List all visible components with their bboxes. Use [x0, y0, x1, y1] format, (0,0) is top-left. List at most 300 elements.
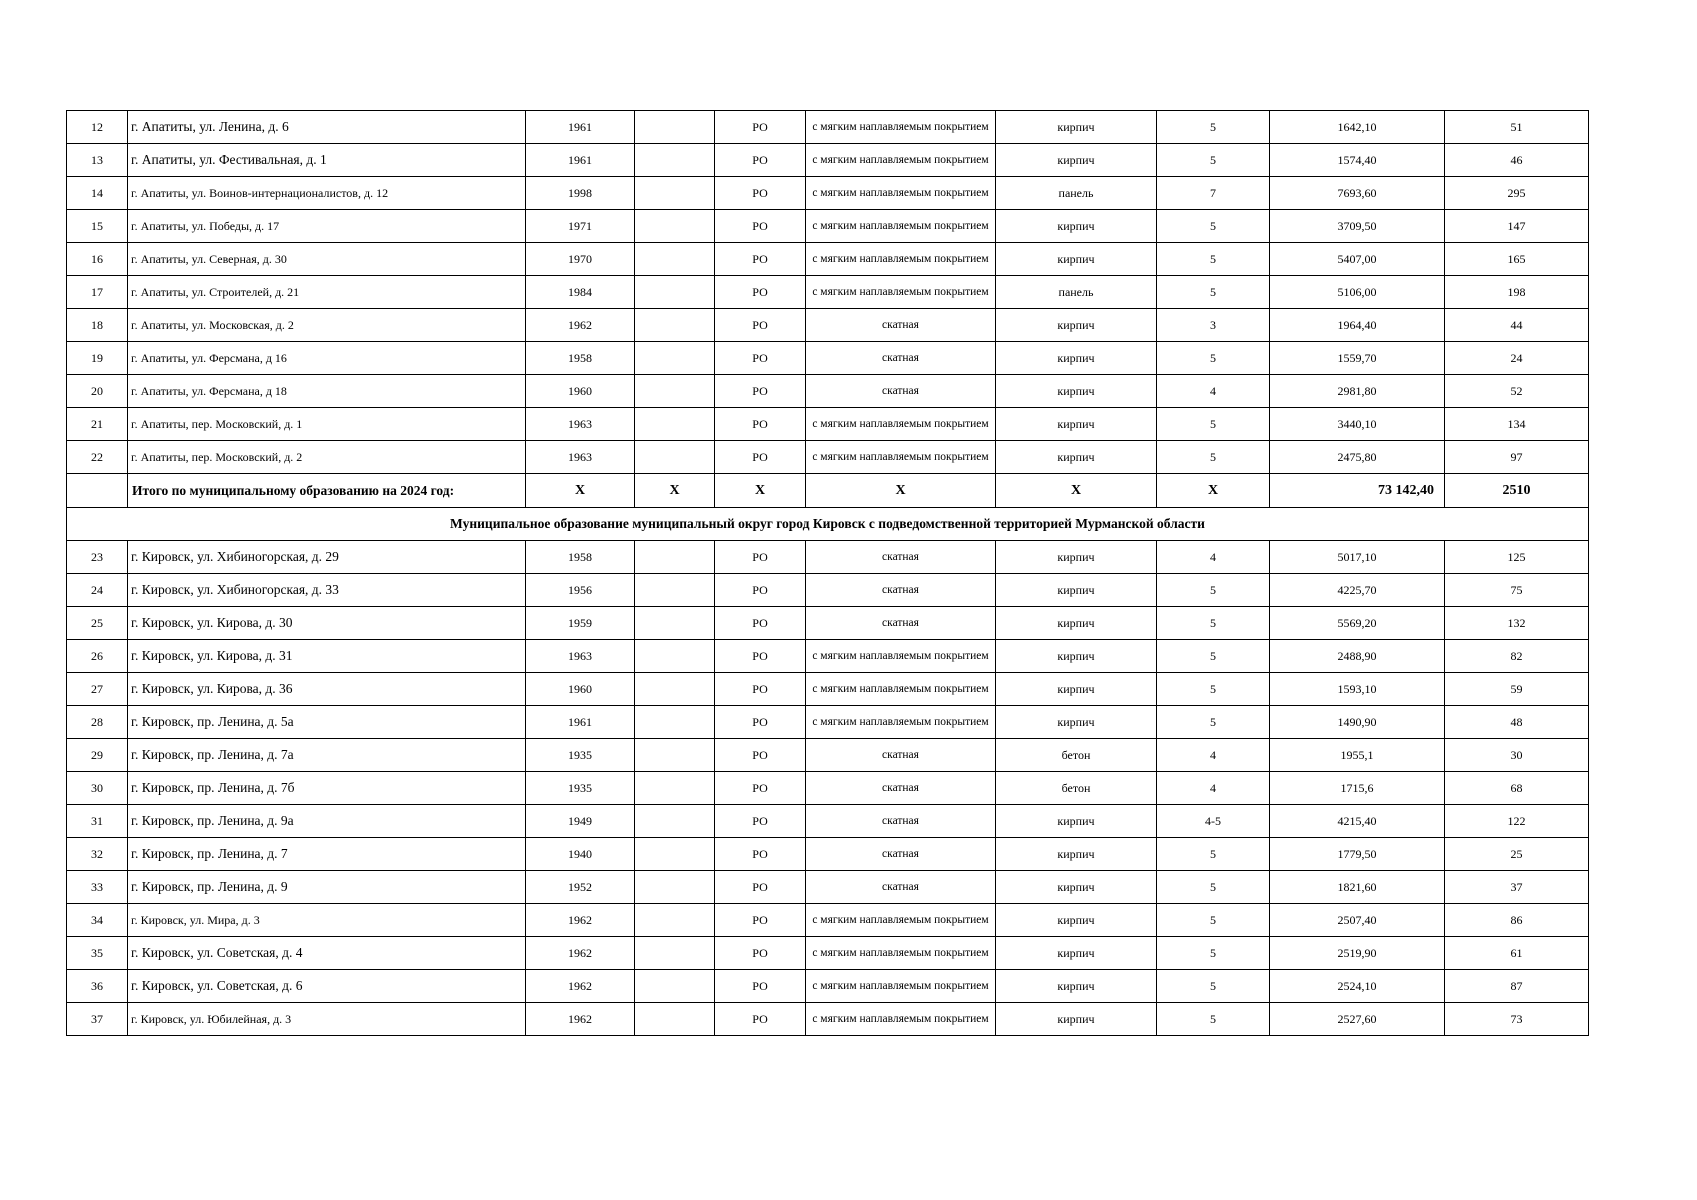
residents-cell: 122 [1445, 805, 1589, 838]
residents-cell: 165 [1445, 243, 1589, 276]
address-cell: г. Кировск, ул. Советская, д. 6 [128, 970, 526, 1003]
roof-type-cell: скатная [806, 805, 996, 838]
year-cell: 1963 [526, 408, 635, 441]
method-cell: РО [715, 706, 806, 739]
year-cell: 1935 [526, 739, 635, 772]
row-number: 31 [67, 805, 128, 838]
method-cell: РО [715, 342, 806, 375]
wall-material-cell: кирпич [996, 607, 1157, 640]
residents-cell: 25 [1445, 838, 1589, 871]
area-cell: 7693,60 [1270, 177, 1445, 210]
section-title: Муниципальное образование муниципальный округ город Кировск с подведомственной территорией Мурманской области [67, 508, 1589, 541]
wall-material-cell: бетон [996, 772, 1157, 805]
row-number: 19 [67, 342, 128, 375]
residents-cell: 82 [1445, 640, 1589, 673]
total-area: 73 142,40 [1270, 474, 1445, 508]
floors-cell: 5 [1157, 574, 1270, 607]
table-row [67, 276, 1589, 309]
method-cell: РО [715, 111, 806, 144]
table-row [67, 243, 1589, 276]
roof-type-cell: с мягким наплавляемым покрытием [806, 441, 996, 474]
area-cell: 2488,90 [1270, 640, 1445, 673]
table-row [67, 838, 1589, 871]
method-cell: РО [715, 673, 806, 706]
address-cell: г. Кировск, ул. Хибиногорская, д. 33 [128, 574, 526, 607]
method-cell: РО [715, 772, 806, 805]
residents-cell: 125 [1445, 541, 1589, 574]
area-cell: 2527,60 [1270, 1003, 1445, 1036]
wall-material-cell: кирпич [996, 111, 1157, 144]
residents-cell: 61 [1445, 937, 1589, 970]
roof-type-cell: с мягким наплавляемым покрытием [806, 706, 996, 739]
method-cell: РО [715, 904, 806, 937]
wall-material-cell: кирпич [996, 706, 1157, 739]
wall-material-cell: кирпич [996, 243, 1157, 276]
floors-cell: 5 [1157, 111, 1270, 144]
table-row [67, 541, 1589, 574]
area-cell: 1574,40 [1270, 144, 1445, 177]
floors-cell: 5 [1157, 441, 1270, 474]
area-cell: 5407,00 [1270, 243, 1445, 276]
residents-cell: 51 [1445, 111, 1589, 144]
method-cell: РО [715, 574, 806, 607]
row-number: 16 [67, 243, 128, 276]
year-cell: 1970 [526, 243, 635, 276]
housing-table-page [66, 110, 1589, 1036]
wall-material-cell: бетон [996, 739, 1157, 772]
row-number: 22 [67, 441, 128, 474]
blank-cell [635, 673, 715, 706]
method-cell: РО [715, 607, 806, 640]
blank-cell [635, 1003, 715, 1036]
row-number: 21 [67, 408, 128, 441]
table-row [67, 640, 1589, 673]
method-cell: РО [715, 441, 806, 474]
roof-type-cell: с мягким наплавляемым покрытием [806, 210, 996, 243]
row-number: 36 [67, 970, 128, 1003]
wall-material-cell: кирпич [996, 408, 1157, 441]
floors-cell: 3 [1157, 309, 1270, 342]
total-method-x: X [715, 474, 806, 508]
year-cell: 1956 [526, 574, 635, 607]
total-row [67, 474, 1589, 508]
floors-cell: 5 [1157, 1003, 1270, 1036]
method-cell: РО [715, 408, 806, 441]
blank-cell [635, 441, 715, 474]
total-number-cell [67, 474, 128, 508]
table-row [67, 904, 1589, 937]
wall-material-cell: кирпич [996, 970, 1157, 1003]
table-row [67, 1003, 1589, 1036]
residents-cell: 87 [1445, 970, 1589, 1003]
blank-cell [635, 574, 715, 607]
total-residents: 2510 [1445, 474, 1589, 508]
area-cell: 5569,20 [1270, 607, 1445, 640]
year-cell: 1963 [526, 640, 635, 673]
address-cell: г. Апатиты, ул. Северная, д. 30 [128, 243, 526, 276]
method-cell: РО [715, 243, 806, 276]
roof-type-cell: с мягким наплавляемым покрытием [806, 673, 996, 706]
area-cell: 1964,40 [1270, 309, 1445, 342]
method-cell: РО [715, 838, 806, 871]
table-row [67, 144, 1589, 177]
year-cell: 1952 [526, 871, 635, 904]
year-cell: 1962 [526, 904, 635, 937]
address-cell: г. Апатиты, пер. Московский, д. 1 [128, 408, 526, 441]
year-cell: 1960 [526, 673, 635, 706]
floors-cell: 4 [1157, 739, 1270, 772]
floors-cell: 5 [1157, 342, 1270, 375]
wall-material-cell: кирпич [996, 838, 1157, 871]
blank-cell [635, 739, 715, 772]
area-cell: 3440,10 [1270, 408, 1445, 441]
roof-type-cell: с мягким наплавляемым покрытием [806, 276, 996, 309]
blank-cell [635, 111, 715, 144]
year-cell: 1962 [526, 937, 635, 970]
method-cell: РО [715, 640, 806, 673]
address-cell: г. Кировск, ул. Хибиногорская, д. 29 [128, 541, 526, 574]
address-cell: г. Апатиты, ул. Московская, д. 2 [128, 309, 526, 342]
method-cell: РО [715, 1003, 806, 1036]
roof-type-cell: с мягким наплавляемым покрытием [806, 1003, 996, 1036]
residents-cell: 37 [1445, 871, 1589, 904]
blank-cell [635, 408, 715, 441]
address-cell: г. Кировск, пр. Ленина, д. 7б [128, 772, 526, 805]
area-cell: 3709,50 [1270, 210, 1445, 243]
year-cell: 1963 [526, 441, 635, 474]
row-number: 33 [67, 871, 128, 904]
residents-cell: 73 [1445, 1003, 1589, 1036]
floors-cell: 4 [1157, 772, 1270, 805]
year-cell: 1961 [526, 144, 635, 177]
housing-table [66, 110, 1589, 1036]
table-row [67, 342, 1589, 375]
row-number: 29 [67, 739, 128, 772]
floors-cell: 5 [1157, 904, 1270, 937]
row-number: 28 [67, 706, 128, 739]
area-cell: 2524,10 [1270, 970, 1445, 1003]
roof-type-cell: скатная [806, 871, 996, 904]
residents-cell: 44 [1445, 309, 1589, 342]
row-number: 18 [67, 309, 128, 342]
row-number: 15 [67, 210, 128, 243]
floors-cell: 5 [1157, 871, 1270, 904]
roof-type-cell: скатная [806, 342, 996, 375]
address-cell: г. Кировск, пр. Ленина, д. 9а [128, 805, 526, 838]
floors-cell: 5 [1157, 243, 1270, 276]
table-row [67, 607, 1589, 640]
blank-cell [635, 805, 715, 838]
row-number: 12 [67, 111, 128, 144]
year-cell: 1998 [526, 177, 635, 210]
total-label: Итого по муниципальному образованию на 2024 год: [128, 474, 526, 508]
area-cell: 2981,80 [1270, 375, 1445, 408]
year-cell: 1961 [526, 706, 635, 739]
floors-cell: 5 [1157, 838, 1270, 871]
wall-material-cell: кирпич [996, 309, 1157, 342]
floors-cell: 5 [1157, 706, 1270, 739]
residents-cell: 132 [1445, 607, 1589, 640]
address-cell: г. Апатиты, ул. Ферсмана, д 18 [128, 375, 526, 408]
blank-cell [635, 937, 715, 970]
area-cell: 1955,1 [1270, 739, 1445, 772]
blank-cell [635, 276, 715, 309]
area-cell: 5106,00 [1270, 276, 1445, 309]
blank-cell [635, 904, 715, 937]
address-cell: г. Апатиты, ул. Воинов-интернационалистов, д. 12 [128, 177, 526, 210]
wall-material-cell: кирпич [996, 640, 1157, 673]
total-floors-x: X [1157, 474, 1270, 508]
blank-cell [635, 772, 715, 805]
blank-cell [635, 342, 715, 375]
row-number: 34 [67, 904, 128, 937]
table-row [67, 706, 1589, 739]
wall-material-cell: кирпич [996, 441, 1157, 474]
address-cell: г. Кировск, ул. Кирова, д. 36 [128, 673, 526, 706]
total-roof-x: X [806, 474, 996, 508]
wall-material-cell: кирпич [996, 805, 1157, 838]
area-cell: 1779,50 [1270, 838, 1445, 871]
wall-material-cell: кирпич [996, 937, 1157, 970]
residents-cell: 295 [1445, 177, 1589, 210]
address-cell: г. Кировск, пр. Ленина, д. 7а [128, 739, 526, 772]
blank-cell [635, 177, 715, 210]
year-cell: 1971 [526, 210, 635, 243]
total-year-x: X [526, 474, 635, 508]
year-cell: 1935 [526, 772, 635, 805]
row-number: 14 [67, 177, 128, 210]
year-cell: 1961 [526, 111, 635, 144]
row-number: 30 [67, 772, 128, 805]
area-cell: 1593,10 [1270, 673, 1445, 706]
area-cell: 1642,10 [1270, 111, 1445, 144]
table-row [67, 375, 1589, 408]
residents-cell: 48 [1445, 706, 1589, 739]
table-row [67, 574, 1589, 607]
roof-type-cell: с мягким наплавляемым покрытием [806, 937, 996, 970]
blank-cell [635, 970, 715, 1003]
table-row [67, 309, 1589, 342]
blank-cell [635, 607, 715, 640]
row-number: 27 [67, 673, 128, 706]
wall-material-cell: кирпич [996, 541, 1157, 574]
wall-material-cell: кирпич [996, 904, 1157, 937]
blank-cell [635, 243, 715, 276]
method-cell: РО [715, 937, 806, 970]
address-cell: г. Кировск, ул. Мира, д. 3 [128, 904, 526, 937]
floors-cell: 7 [1157, 177, 1270, 210]
area-cell: 1715,6 [1270, 772, 1445, 805]
floors-cell: 4 [1157, 541, 1270, 574]
roof-type-cell: с мягким наплавляемым покрытием [806, 904, 996, 937]
residents-cell: 59 [1445, 673, 1589, 706]
wall-material-cell: кирпич [996, 342, 1157, 375]
roof-type-cell: с мягким наплавляемым покрытием [806, 111, 996, 144]
floors-cell: 5 [1157, 210, 1270, 243]
method-cell: РО [715, 177, 806, 210]
address-cell: г. Апатиты, ул. Ферсмана, д 16 [128, 342, 526, 375]
area-cell: 4215,40 [1270, 805, 1445, 838]
year-cell: 1984 [526, 276, 635, 309]
wall-material-cell: кирпич [996, 210, 1157, 243]
residents-cell: 46 [1445, 144, 1589, 177]
blank-cell [635, 541, 715, 574]
table-row [67, 441, 1589, 474]
group-apatity-rows [67, 111, 1589, 474]
table-row [67, 673, 1589, 706]
wall-material-cell: панель [996, 276, 1157, 309]
method-cell: РО [715, 144, 806, 177]
address-cell: г. Апатиты, пер. Московский, д. 2 [128, 441, 526, 474]
residents-cell: 75 [1445, 574, 1589, 607]
row-number: 32 [67, 838, 128, 871]
total-block [67, 474, 1589, 541]
year-cell: 1962 [526, 970, 635, 1003]
floors-cell: 5 [1157, 276, 1270, 309]
residents-cell: 68 [1445, 772, 1589, 805]
address-cell: г. Кировск, пр. Ленина, д. 9 [128, 871, 526, 904]
address-cell: г. Кировск, ул. Кирова, д. 30 [128, 607, 526, 640]
address-cell: г. Кировск, пр. Ленина, д. 7 [128, 838, 526, 871]
residents-cell: 97 [1445, 441, 1589, 474]
method-cell: РО [715, 276, 806, 309]
method-cell: РО [715, 541, 806, 574]
table-row [67, 772, 1589, 805]
roof-type-cell: с мягким наплавляемым покрытием [806, 970, 996, 1003]
area-cell: 5017,10 [1270, 541, 1445, 574]
area-cell: 2475,80 [1270, 441, 1445, 474]
address-cell: г. Апатиты, ул. Победы, д. 17 [128, 210, 526, 243]
roof-type-cell: с мягким наплавляемым покрытием [806, 243, 996, 276]
roof-type-cell: скатная [806, 838, 996, 871]
wall-material-cell: кирпич [996, 673, 1157, 706]
row-number: 25 [67, 607, 128, 640]
address-cell: г. Апатиты, ул. Ленина, д. 6 [128, 111, 526, 144]
roof-type-cell: с мягким наплавляемым покрытием [806, 408, 996, 441]
method-cell: РО [715, 210, 806, 243]
wall-material-cell: кирпич [996, 144, 1157, 177]
total-blank-x: X [635, 474, 715, 508]
year-cell: 1940 [526, 838, 635, 871]
table-row [67, 177, 1589, 210]
row-number: 20 [67, 375, 128, 408]
table-row [67, 111, 1589, 144]
residents-cell: 52 [1445, 375, 1589, 408]
year-cell: 1958 [526, 342, 635, 375]
blank-cell [635, 210, 715, 243]
row-number: 26 [67, 640, 128, 673]
year-cell: 1958 [526, 541, 635, 574]
floors-cell: 4-5 [1157, 805, 1270, 838]
wall-material-cell: кирпич [996, 574, 1157, 607]
wall-material-cell: панель [996, 177, 1157, 210]
method-cell: РО [715, 871, 806, 904]
wall-material-cell: кирпич [996, 375, 1157, 408]
wall-material-cell: кирпич [996, 871, 1157, 904]
row-number: 37 [67, 1003, 128, 1036]
residents-cell: 24 [1445, 342, 1589, 375]
residents-cell: 134 [1445, 408, 1589, 441]
group-kirovsk-rows [67, 541, 1589, 1036]
table-row [67, 739, 1589, 772]
section-header-row [67, 508, 1589, 541]
blank-cell [635, 309, 715, 342]
table-row [67, 210, 1589, 243]
table-row [67, 937, 1589, 970]
total-material-x: X [996, 474, 1157, 508]
address-cell: г. Апатиты, ул. Строителей, д. 21 [128, 276, 526, 309]
blank-cell [635, 871, 715, 904]
year-cell: 1962 [526, 309, 635, 342]
blank-cell [635, 640, 715, 673]
address-cell: г. Кировск, пр. Ленина, д. 5а [128, 706, 526, 739]
address-cell: г. Кировск, ул. Кирова, д. 31 [128, 640, 526, 673]
residents-cell: 198 [1445, 276, 1589, 309]
row-number: 23 [67, 541, 128, 574]
method-cell: РО [715, 309, 806, 342]
area-cell: 1490,90 [1270, 706, 1445, 739]
floors-cell: 5 [1157, 607, 1270, 640]
row-number: 24 [67, 574, 128, 607]
blank-cell [635, 375, 715, 408]
area-cell: 2507,40 [1270, 904, 1445, 937]
year-cell: 1959 [526, 607, 635, 640]
floors-cell: 5 [1157, 937, 1270, 970]
year-cell: 1960 [526, 375, 635, 408]
floors-cell: 5 [1157, 673, 1270, 706]
roof-type-cell: скатная [806, 739, 996, 772]
table-row [67, 970, 1589, 1003]
roof-type-cell: скатная [806, 607, 996, 640]
floors-cell: 5 [1157, 408, 1270, 441]
residents-cell: 147 [1445, 210, 1589, 243]
floors-cell: 5 [1157, 144, 1270, 177]
roof-type-cell: скатная [806, 375, 996, 408]
wall-material-cell: кирпич [996, 1003, 1157, 1036]
area-cell: 1821,60 [1270, 871, 1445, 904]
area-cell: 2519,90 [1270, 937, 1445, 970]
roof-type-cell: скатная [806, 541, 996, 574]
address-cell: г. Кировск, ул. Советская, д. 4 [128, 937, 526, 970]
roof-type-cell: с мягким наплавляемым покрытием [806, 640, 996, 673]
roof-type-cell: с мягким наплавляемым покрытием [806, 144, 996, 177]
year-cell: 1962 [526, 1003, 635, 1036]
blank-cell [635, 144, 715, 177]
roof-type-cell: с мягким наплавляемым покрытием [806, 177, 996, 210]
method-cell: РО [715, 970, 806, 1003]
roof-type-cell: скатная [806, 309, 996, 342]
roof-type-cell: скатная [806, 574, 996, 607]
blank-cell [635, 706, 715, 739]
year-cell: 1949 [526, 805, 635, 838]
area-cell: 1559,70 [1270, 342, 1445, 375]
roof-type-cell: скатная [806, 772, 996, 805]
row-number: 35 [67, 937, 128, 970]
blank-cell [635, 838, 715, 871]
area-cell: 4225,70 [1270, 574, 1445, 607]
method-cell: РО [715, 739, 806, 772]
method-cell: РО [715, 805, 806, 838]
table-row [67, 805, 1589, 838]
row-number: 17 [67, 276, 128, 309]
table-row [67, 408, 1589, 441]
residents-cell: 86 [1445, 904, 1589, 937]
row-number: 13 [67, 144, 128, 177]
floors-cell: 5 [1157, 970, 1270, 1003]
floors-cell: 4 [1157, 375, 1270, 408]
table-row [67, 871, 1589, 904]
residents-cell: 30 [1445, 739, 1589, 772]
